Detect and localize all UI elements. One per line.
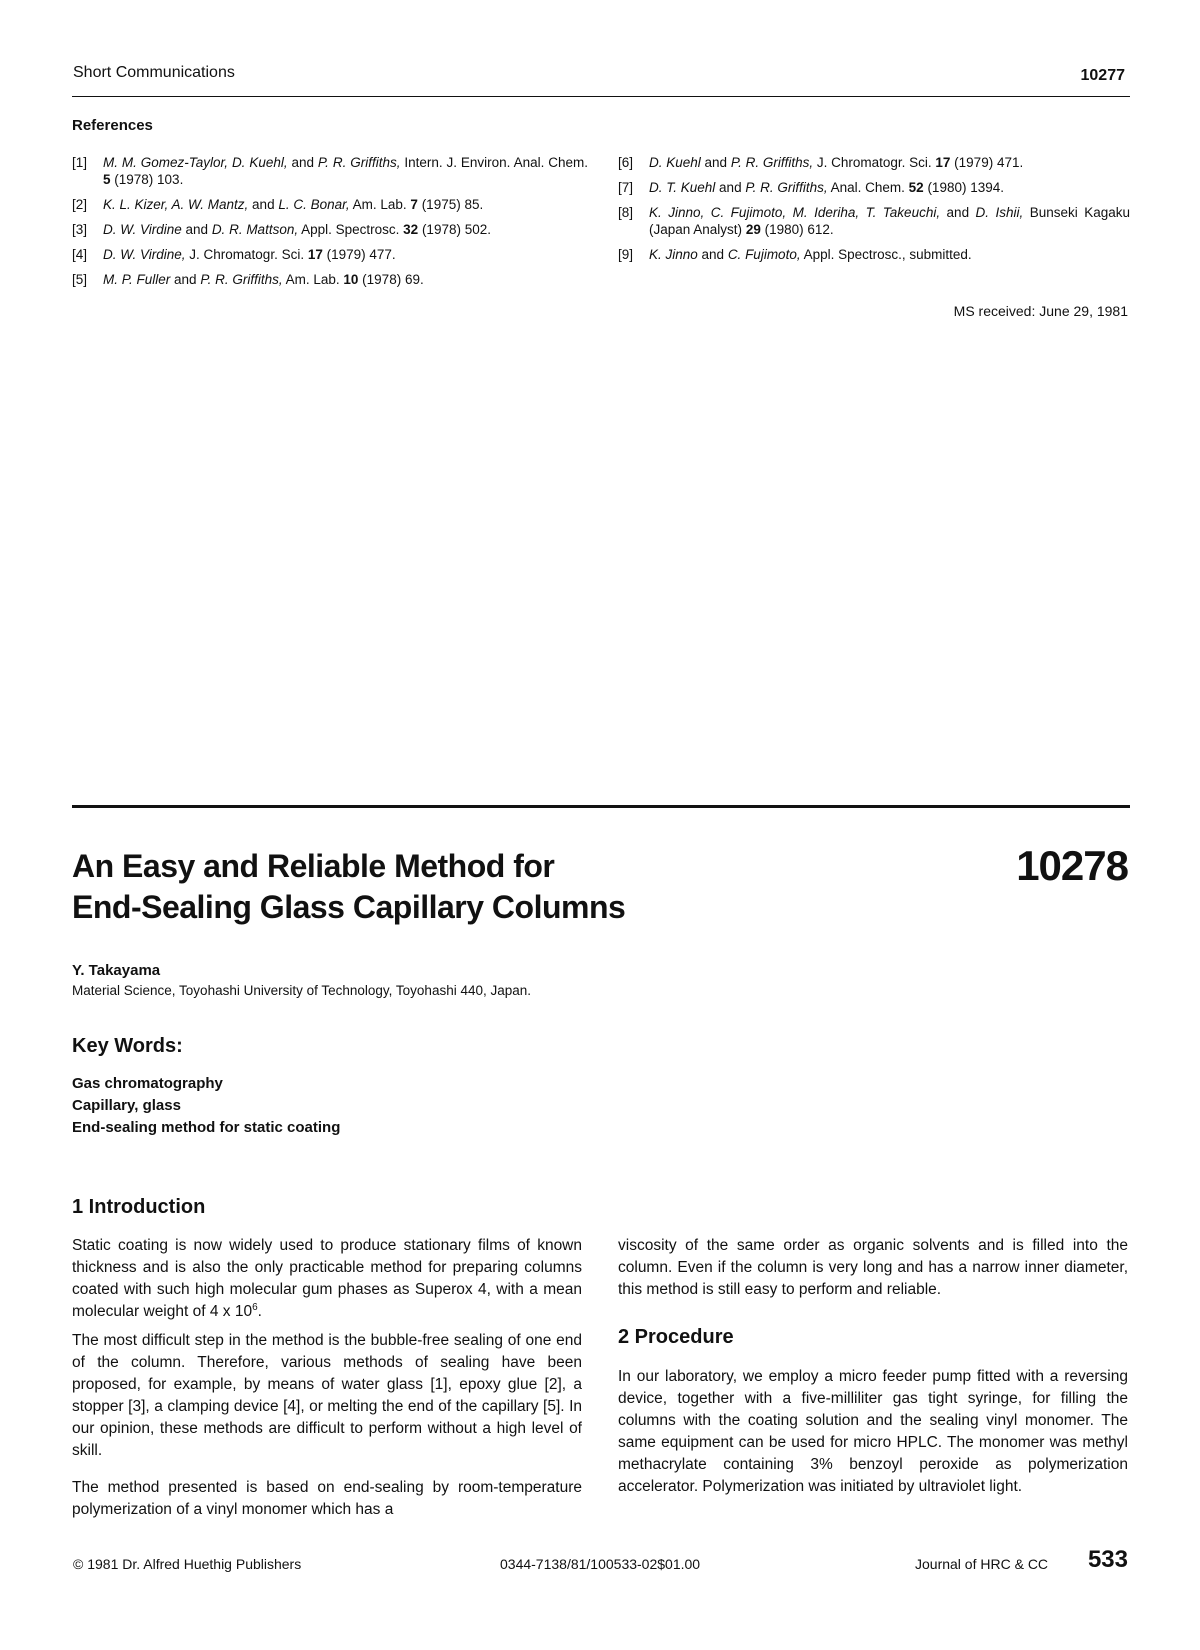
footer-copyright: © 1981 Dr. Alfred Huethig Publishers: [73, 1556, 302, 1572]
header-rule: [72, 96, 1130, 97]
procedure-heading: 2 Procedure: [618, 1326, 734, 1348]
reference-item: [72, 246, 588, 263]
reference-item: [618, 204, 1130, 238]
reference-number: [4]: [72, 247, 88, 262]
reference-item: [72, 221, 588, 238]
reference-item: [72, 271, 588, 288]
article-title: [72, 846, 625, 928]
reference-item: [618, 179, 1130, 196]
reference-text: D. W. Virdine and D. R. Mattson, Appl. Spectrosc. 32 (1978) 502.: [103, 222, 491, 237]
article-title-line-1: An Easy and Reliable Method for: [72, 848, 555, 884]
reference-item: [72, 196, 588, 213]
intro-paragraph-2: The most difficult step in the method is the bubble-free sealing of one end of the column. Therefore, various methods of sealing have been proposed, for example, by means of water glass [1], epoxy glue [2], a stopper [3], a clamping device [4], or melting the end of the capillary [5]. In our opinion, these methods are difficult to perform without a high level of skill.: [72, 1332, 582, 1459]
reference-text: D. W. Virdine, J. Chromatogr. Sci. 17 (1979) 477.: [103, 247, 396, 262]
author-name: Y. Takayama: [72, 962, 161, 979]
references-left-column: [72, 154, 588, 296]
article-number: 10278: [1016, 842, 1128, 889]
references-right-column: [618, 154, 1130, 271]
keywords-heading: Key Words:: [72, 1035, 183, 1057]
running-header-number: 10277: [1080, 67, 1125, 84]
reference-number: [9]: [618, 247, 634, 262]
introduction-heading: 1 Introduction: [72, 1196, 206, 1218]
reference-text: K. Jinno and C. Fujimoto, Appl. Spectrosc., submitted.: [649, 247, 972, 262]
keywords-list: [72, 1073, 340, 1139]
intro-paragraph-continued: viscosity of the same order as organic solvents and is filled into the column. Even if the column is very long and has a narrow inner diameter, this method is still easy to perform and reliable.: [618, 1237, 1128, 1298]
reference-number: [7]: [618, 180, 634, 195]
running-header-section: Short Communications: [73, 64, 235, 81]
article-separator-rule: [72, 805, 1130, 808]
references-heading: References: [72, 117, 153, 134]
intro-paragraph-3: The method presented is based on end-sealing by room-temperature polymerization of a vinyl monomer which has a: [72, 1479, 582, 1518]
reference-number: [5]: [72, 272, 88, 287]
reference-number: [6]: [618, 155, 634, 170]
footer-issn-code: 0344-7138/81/100533-02$01.00: [500, 1556, 701, 1572]
ms-received-date: MS received: June 29, 1981: [953, 303, 1128, 319]
reference-text: D. T. Kuehl and P. R. Griffiths, Anal. Chem. 52 (1980) 1394.: [649, 180, 1004, 195]
reference-text: M. M. Gomez-Taylor, D. Kuehl, and P. R. Griffiths, Intern. J. Environ. Anal. Chem. 5 (1978) 103.: [103, 155, 588, 187]
author-affiliation: Material Science, Toyohashi University of Technology, Toyohashi 440, Japan.: [72, 983, 532, 998]
reference-text: M. P. Fuller and P. R. Griffiths, Am. Lab. 10 (1978) 69.: [103, 272, 424, 287]
reference-item: [618, 154, 1130, 171]
reference-text: K. L. Kizer, A. W. Mantz, and L. C. Bonar, Am. Lab. 7 (1975) 85.: [103, 197, 484, 212]
reference-text: K. Jinno, C. Fujimoto, M. Ideriha, T. Takeuchi, and D. Ishii, Bunseki Kagaku (Japan Analyst) 29 (1980) 612.: [649, 205, 1130, 237]
keyword-item: End-sealing method for static coating: [72, 1119, 341, 1136]
reference-text: D. Kuehl and P. R. Griffiths, J. Chromatogr. Sci. 17 (1979) 471.: [649, 155, 1024, 170]
reference-number: [3]: [72, 222, 88, 237]
article-title-line-2: End-Sealing Glass Capillary Columns: [72, 889, 626, 925]
footer-journal-name: Journal of HRC & CC: [915, 1556, 1049, 1572]
keyword-item: Gas chromatography: [72, 1075, 223, 1092]
intro-paragraph-1: Static coating is now widely used to produce stationary films of known thickness and is also the only practicable method for preparing columns coated with such high molecular gum phases as Superox 4, with a mean molecular weight of 4 x $10^6$.: [72, 1237, 582, 1320]
reference-item: [618, 246, 1130, 263]
reference-number: [1]: [72, 155, 88, 170]
procedure-paragraph-1: In our laboratory, we employ a micro feeder pump fitted with a reversing device, together with a five-milliliter gas tight syringe, for filling the columns with the coating solution and the sealing vinyl monomer. The same equipment can be used for micro HPLC. The monomer was methyl methacrylate containing 3% benzoyl peroxide as polymerization accelerator. Polymerization was initiated by ultraviolet light.: [618, 1368, 1128, 1495]
reference-number: [2]: [72, 197, 88, 212]
footer-page-number: 533: [1087, 1546, 1128, 1573]
keyword-item: Capillary, glass: [72, 1097, 181, 1114]
reference-item: [72, 154, 588, 188]
reference-number: [8]: [618, 205, 634, 220]
